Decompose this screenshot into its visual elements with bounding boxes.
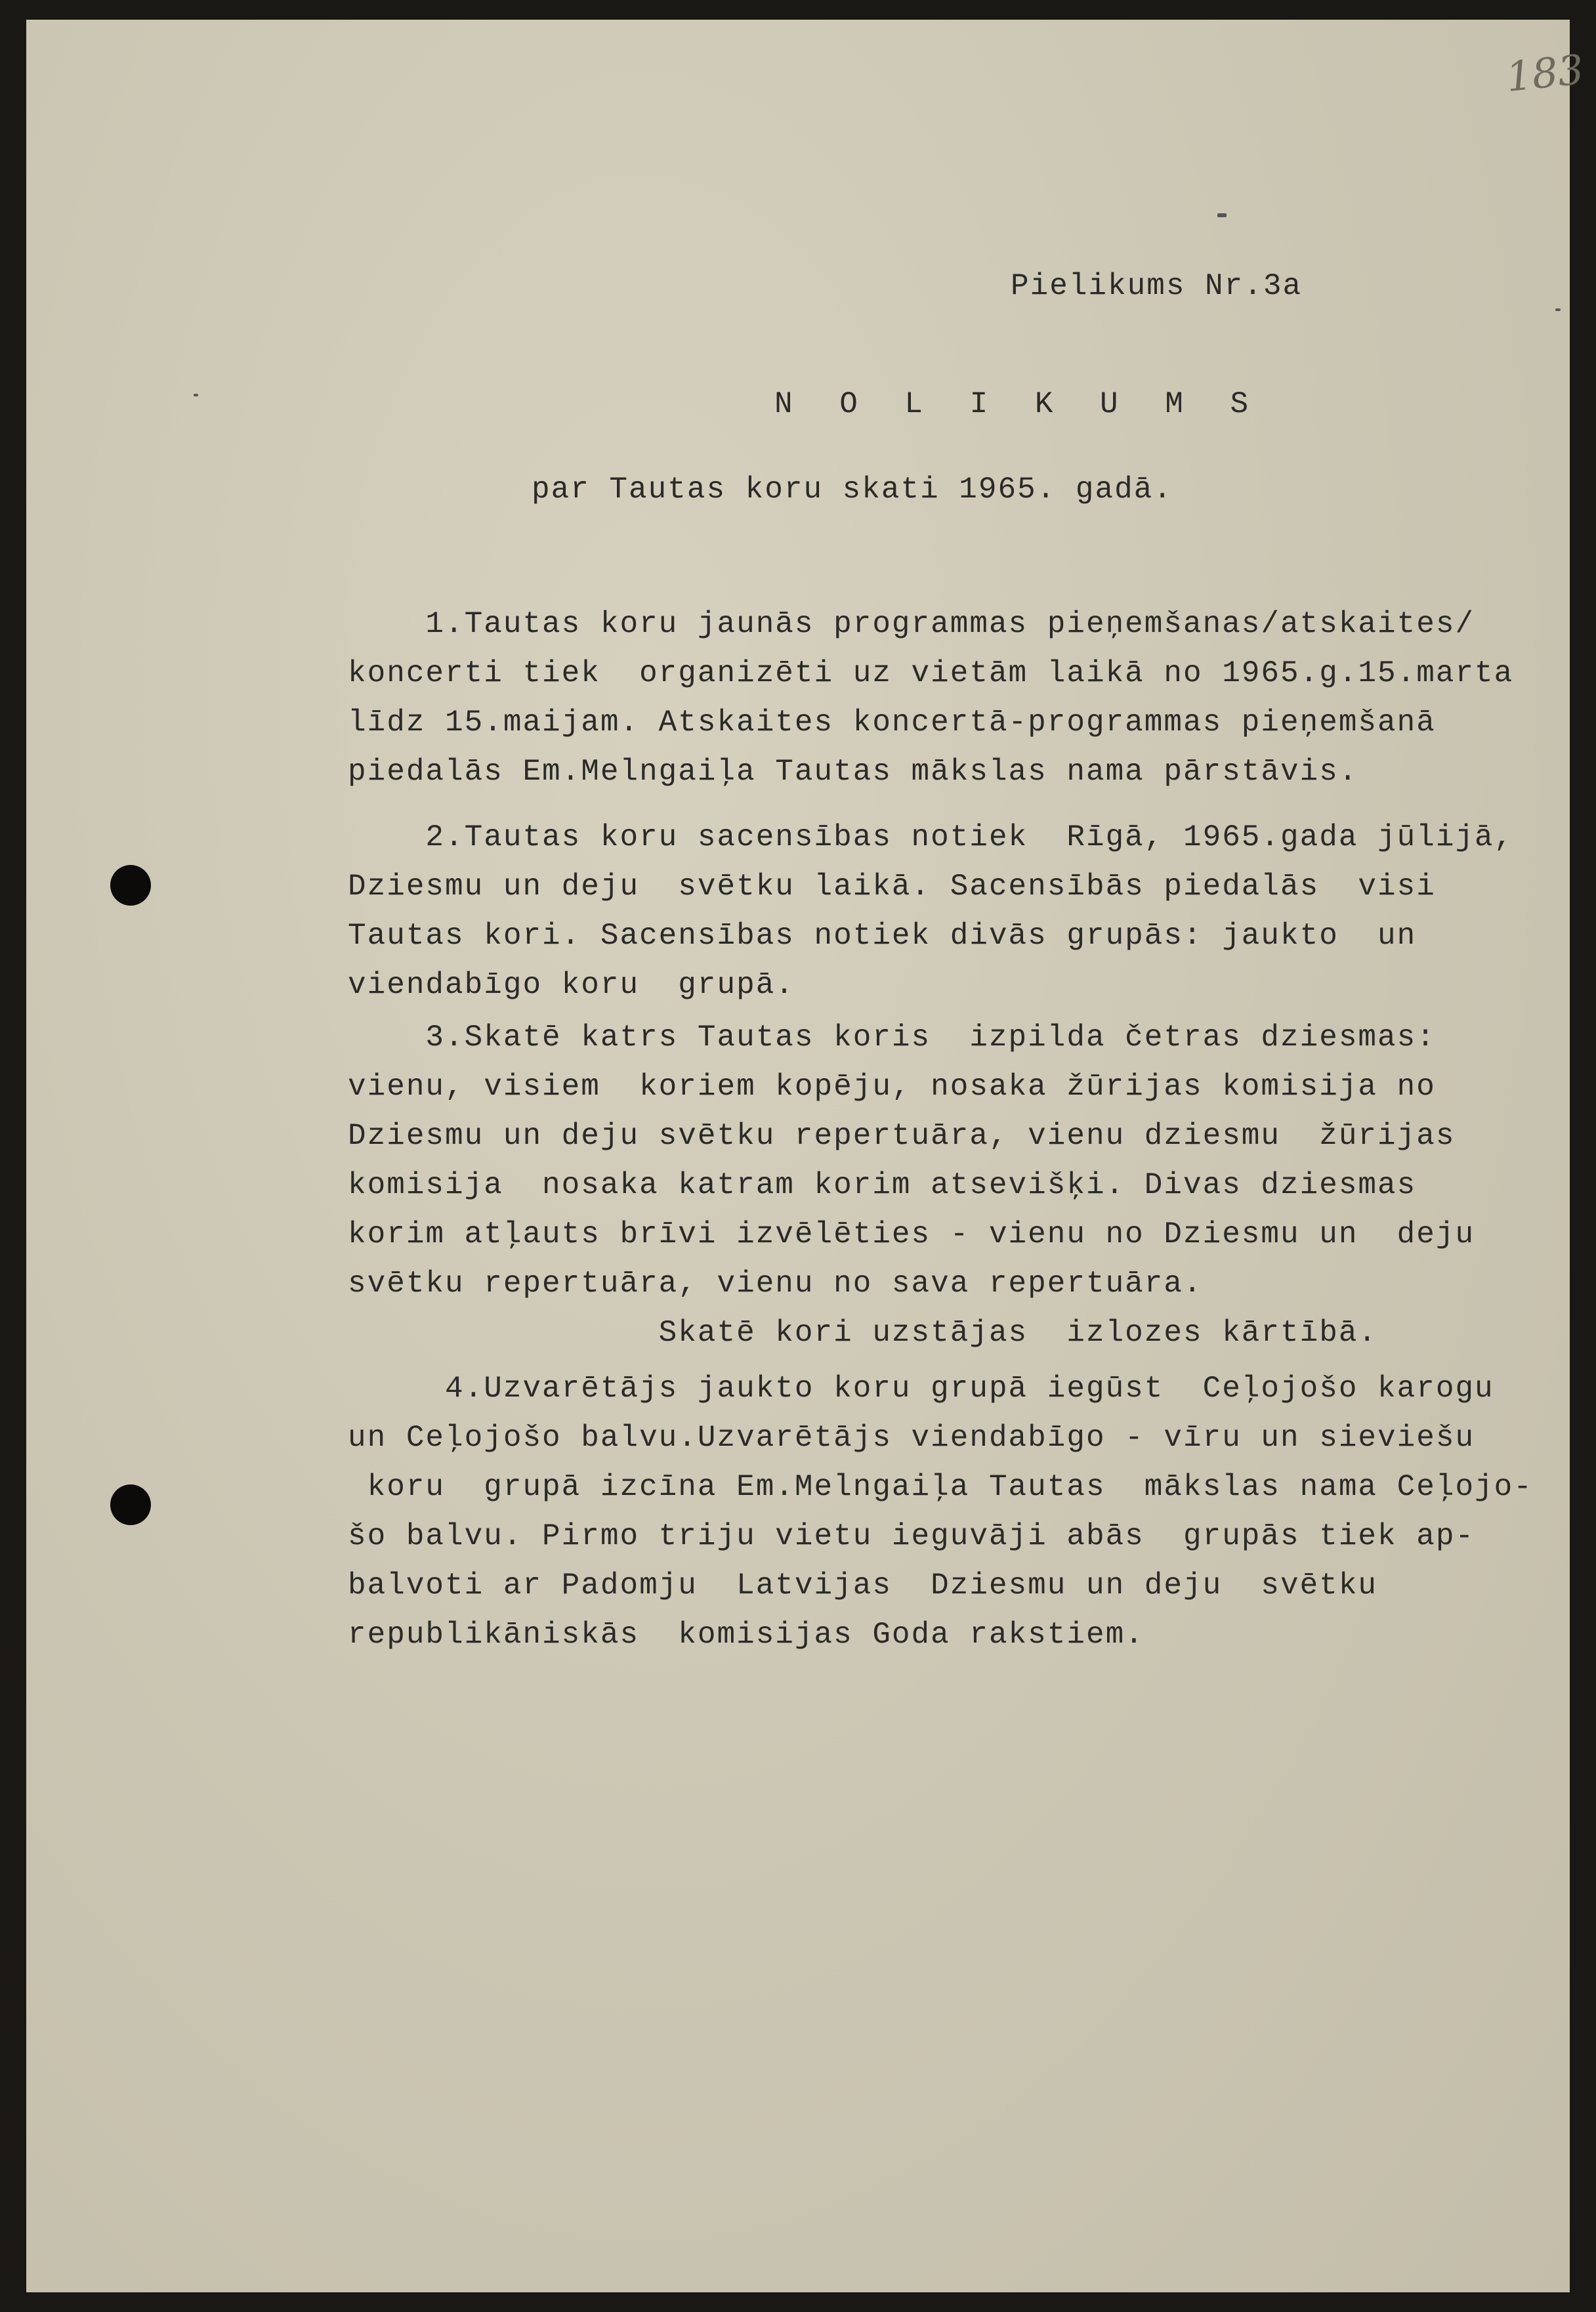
body-line: 3.Skatē katrs Tautas koris izpilda četras dziesmas: (348, 1020, 1436, 1055)
body-line: piedalās Em.Melngaiļa Tautas mākslas nama pārstāvis. (348, 755, 1358, 789)
body-line: Skatē kori uzstājas izlozes kārtībā. (348, 1316, 1378, 1350)
punch-hole-icon (110, 1484, 151, 1525)
body-line: līdz 15.maijam. Atskaites koncertā-programmas pieņemšanā (348, 705, 1436, 740)
body-line: 2.Tautas koru sacensības notiek Rīgā, 1965.gada jūlijā, (348, 820, 1514, 854)
body-line: republikāniskās komisijas Goda rakstiem. (348, 1618, 1144, 1652)
document-subtitle: par Tautas koru skati 1965. gadā. (532, 473, 1173, 507)
body-line: svētku repertuāra, vienu no sava repertuāra. (348, 1267, 1203, 1301)
body-line: 4.Uzvarētājs jaukto koru grupā iegūst Ceļojošo karogu (348, 1372, 1494, 1406)
paper-speck (1217, 213, 1227, 217)
body-line: Dziesmu un deju svētku repertuāra, vienu dziesmu žūrijas (348, 1119, 1456, 1153)
body-line: un Ceļojošo balvu.Uzvarētājs viendabīgo - vīru un sieviešu (348, 1421, 1475, 1455)
body-line: Tautas kori. Sacensības notiek divās grupās: jaukto un (348, 919, 1417, 953)
body-line: korim atļauts brīvi izvēlēties - vienu no Dziesmu un deju (348, 1217, 1475, 1251)
body-line: 1.Tautas koru jaunās programmas pieņemšanas/atskaites/ (348, 607, 1475, 641)
body-line: viendabīgo koru grupā. (348, 968, 795, 1002)
body-line: komisija nosaka katram korim atsevišķi. Divas dziesmas (348, 1168, 1417, 1202)
document-title: N O L I K U M S (774, 387, 1263, 421)
body-line: koncerti tiek organizēti uz vietām laikā no 1965.g.15.marta (348, 656, 1514, 690)
body-line: koru grupā izcīna Em.Melngaiļa Tautas mākslas nama Ceļojo- (348, 1470, 1533, 1504)
document-page (26, 20, 1586, 2292)
body-line: šo balvu. Pirmo triju vietu ieguvāji abās grupās tiek ap- (348, 1519, 1475, 1553)
body-line: balvoti ar Padomju Latvijas Dziesmu un deju svētku (348, 1568, 1378, 1603)
punch-hole-icon (110, 865, 151, 906)
body-line: Dziesmu un deju svētku laikā. Sacensībās piedalās visi (348, 870, 1436, 904)
archive-page-number: 183 (1503, 45, 1586, 101)
body-line: vienu, visiem koriem kopēju, nosaka žūrijas komisija no (348, 1070, 1436, 1104)
paper-speck (194, 394, 198, 396)
annex-label: Pielikums Nr.3a (1011, 269, 1303, 303)
paper-speck (1555, 308, 1561, 311)
